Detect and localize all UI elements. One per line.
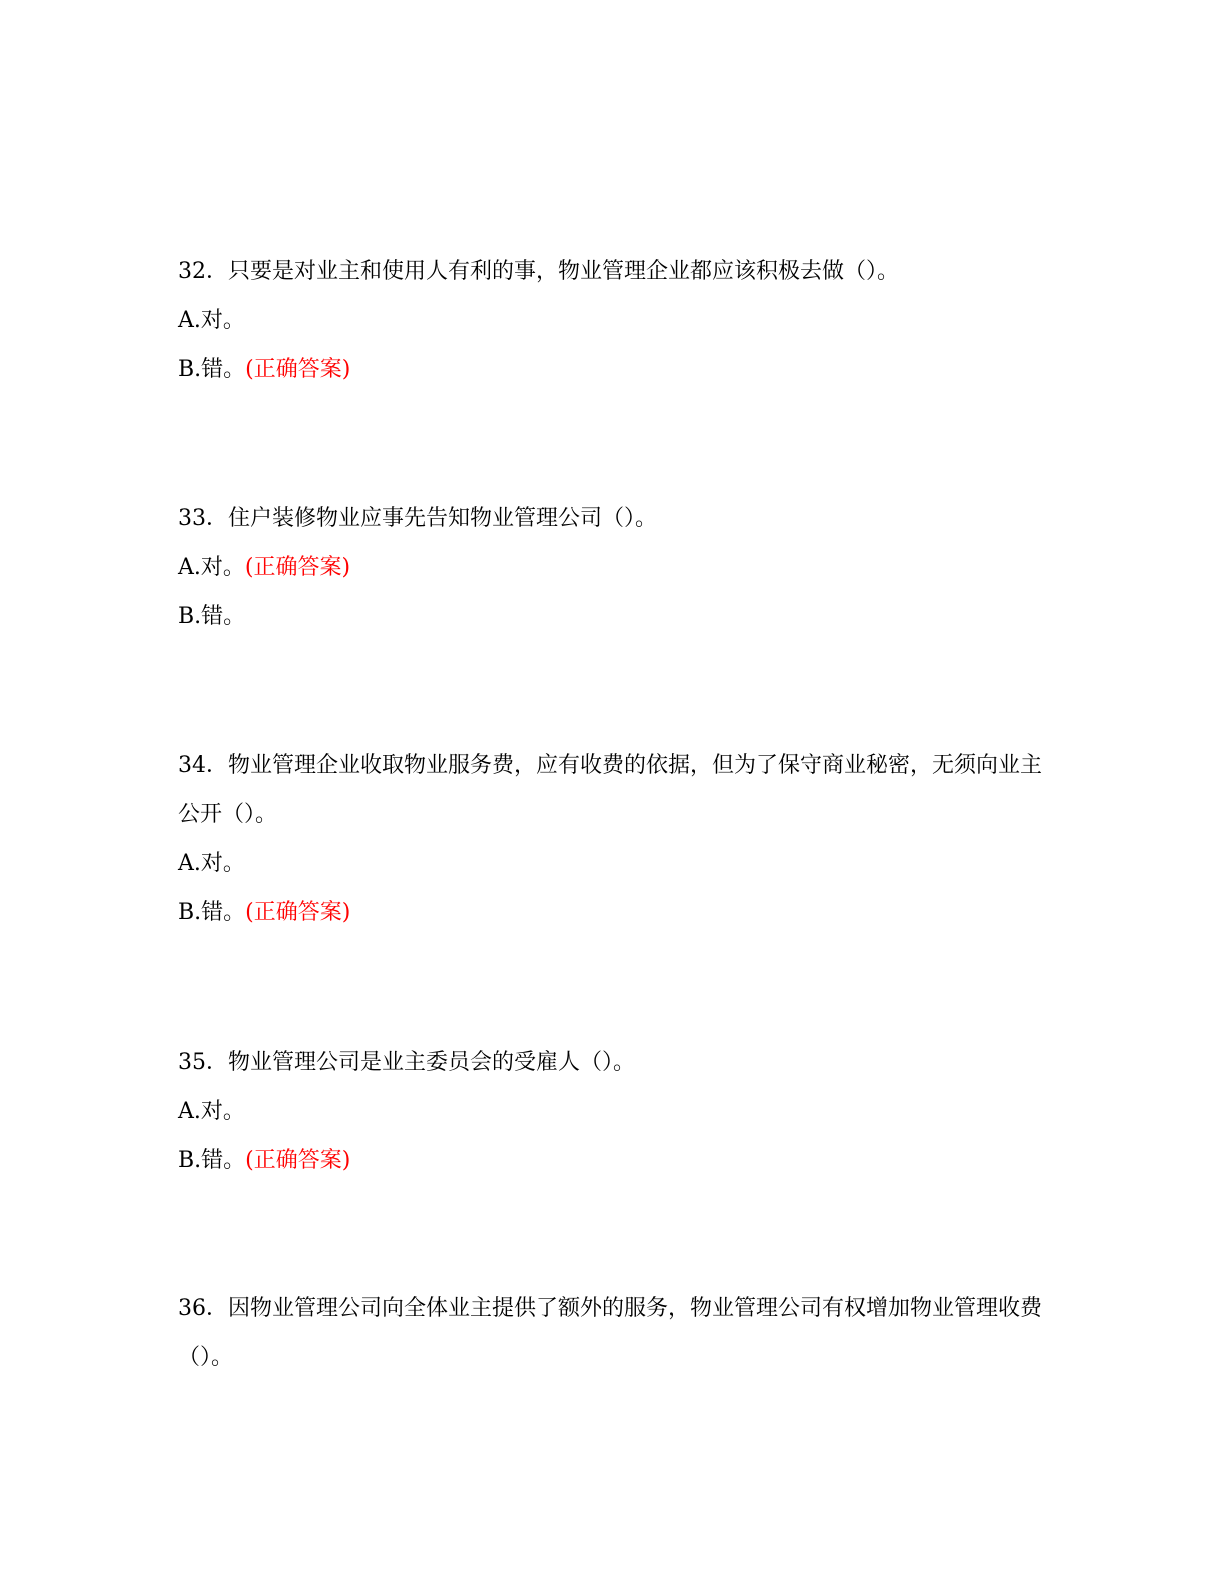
- question-stem: 36．因物业管理公司向全体业主提供了额外的服务，物业管理公司有权增加物业管理收费（）。: [178, 1296, 1042, 1370]
- option-a: [178, 543, 1048, 592]
- option-a: [178, 296, 1048, 345]
- option-b: [178, 1136, 1048, 1185]
- option-text: A.对。: [178, 851, 245, 876]
- option-text: B.错。: [178, 900, 246, 925]
- option-text: B.错。: [178, 604, 246, 629]
- correct-answer-mark: (正确答案): [244, 555, 351, 580]
- question-stem: 32．只要是对业主和使用人有利的事，物业管理企业都应该积极去做（）。: [178, 259, 899, 284]
- option-b: [178, 592, 1048, 641]
- option-text: A.对。: [178, 555, 245, 580]
- question-36: [178, 1284, 1048, 1382]
- option-b: [178, 345, 1048, 394]
- correct-answer-mark: (正确答案): [245, 900, 351, 925]
- question-34: [178, 741, 1048, 937]
- option-a: [178, 839, 1048, 888]
- question-stem: 33．住户装修物业应事先告知物业管理公司（）。: [178, 506, 657, 531]
- option-text: A.对。: [178, 308, 245, 333]
- question-stem: 35．物业管理公司是业主委员会的受雇人（）。: [178, 1050, 635, 1075]
- option-text: A.对。: [178, 1099, 245, 1124]
- option-text: B.错。: [178, 1148, 246, 1173]
- option-text: B.错。: [178, 357, 246, 382]
- question-32: [178, 247, 1048, 394]
- question-stem: 34．物业管理企业收取物业服务费，应有收费的依据，但为了保守商业秘密，无须向业主公开（）。: [178, 753, 1042, 827]
- question-35: [178, 1038, 1048, 1185]
- correct-answer-mark: (正确答案): [245, 357, 351, 382]
- correct-answer-mark: (正确答案): [245, 1148, 351, 1173]
- option-b: [178, 888, 1048, 937]
- option-a: [178, 1087, 1048, 1136]
- question-33: [178, 494, 1048, 641]
